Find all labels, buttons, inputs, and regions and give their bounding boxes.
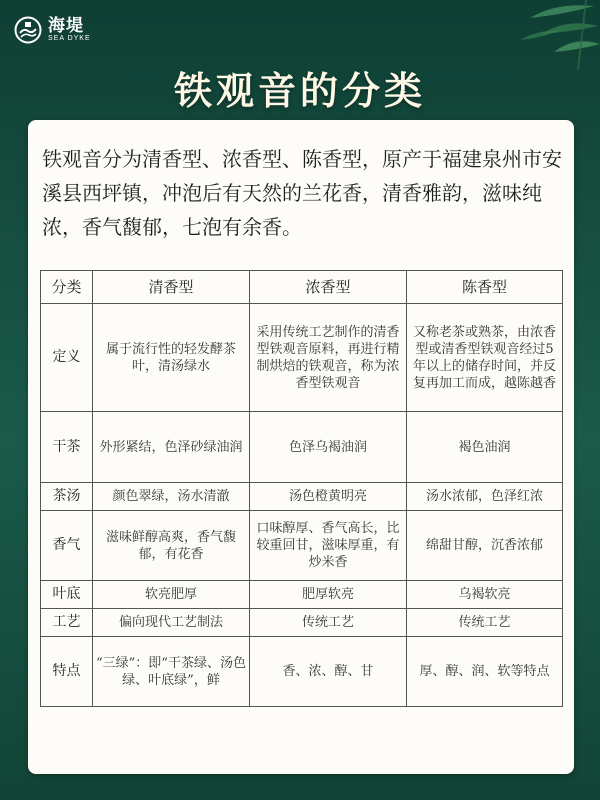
header-category: 分类 — [41, 271, 93, 304]
table-row — [41, 637, 563, 707]
table-cell: 香、浓、醇、甘 — [250, 637, 407, 707]
table-cell: 色泽乌褐油润 — [250, 412, 407, 483]
row-label: 叶底 — [41, 581, 93, 609]
table-row — [41, 609, 563, 637]
row-label: 定义 — [41, 304, 93, 412]
table-cell: 汤水浓郁，色泽红浓 — [407, 483, 563, 511]
row-label: 工艺 — [41, 609, 93, 637]
row-label: 特点 — [41, 637, 93, 707]
row-label: 干茶 — [41, 412, 93, 483]
sea-dyke-logo-icon — [14, 16, 42, 44]
table-cell: 厚、醇、润、软等特点 — [407, 637, 563, 707]
table-row — [41, 412, 563, 483]
table-header-row — [41, 271, 563, 304]
table-cell: 传统工艺 — [407, 609, 563, 637]
table-row — [41, 581, 563, 609]
brand-name-cn: 海堤 — [48, 16, 84, 36]
brand-logo — [14, 16, 91, 44]
table-cell: 肥厚软亮 — [250, 581, 407, 609]
header-strong-aroma: 浓香型 — [250, 271, 407, 304]
brand-name-en: SEA DYKE — [48, 35, 91, 42]
table-cell: “三绿”：即“干茶绿、汤色绿、叶底绿”，鲜 — [93, 637, 250, 707]
table-cell: 又称老茶或熟茶，由浓香型或清香型铁观音经过5年以上的储存时间，并反复再加工而成，越陈越香 — [407, 304, 563, 412]
header-light-aroma: 清香型 — [93, 271, 250, 304]
table-cell: 汤色橙黄明亮 — [250, 483, 407, 511]
page-title: 铁观音的分类 — [173, 68, 426, 113]
table-row — [41, 511, 563, 581]
table-cell: 绵甜甘醇，沉香浓郁 — [407, 511, 563, 581]
brand-name — [48, 17, 91, 43]
table-row — [41, 483, 563, 511]
table-cell: 传统工艺 — [250, 609, 407, 637]
intro-text: 铁观音分为清香型、浓香型、陈香型，原产于福建泉州市安溪县西坪镇，冲泡后有天然的兰花香，清香雅韵，滋味纯浓，香气馥郁，七泡有余香。 — [42, 147, 562, 239]
table-cell: 软亮肥厚 — [93, 581, 250, 609]
table-cell: 外形紧结，色泽砂绿油润 — [93, 412, 250, 483]
classification-table — [40, 270, 563, 707]
table-cell: 乌褐软亮 — [407, 581, 563, 609]
table-row — [41, 304, 563, 412]
table-cell: 滋味鲜醇高爽，香气馥郁，有花香 — [93, 511, 250, 581]
table-cell: 属于流行性的轻发酵茶叶，清汤绿水 — [93, 304, 250, 412]
row-label: 茶汤 — [41, 483, 93, 511]
table-cell: 口味醇厚、香气高长，比较重回甘，滋味厚重，有炒米香 — [250, 511, 407, 581]
table-cell: 褐色油润 — [407, 412, 563, 483]
header-aged-aroma: 陈香型 — [407, 271, 563, 304]
row-label: 香气 — [41, 511, 93, 581]
table-cell: 采用传统工艺制作的清香型铁观音原料，再进行精制烘焙的铁观音，称为浓香型铁观音 — [250, 304, 407, 412]
table-cell: 颜色翠绿，汤水清澈 — [93, 483, 250, 511]
content-card — [28, 120, 574, 774]
table-cell: 偏向现代工艺制法 — [93, 609, 250, 637]
